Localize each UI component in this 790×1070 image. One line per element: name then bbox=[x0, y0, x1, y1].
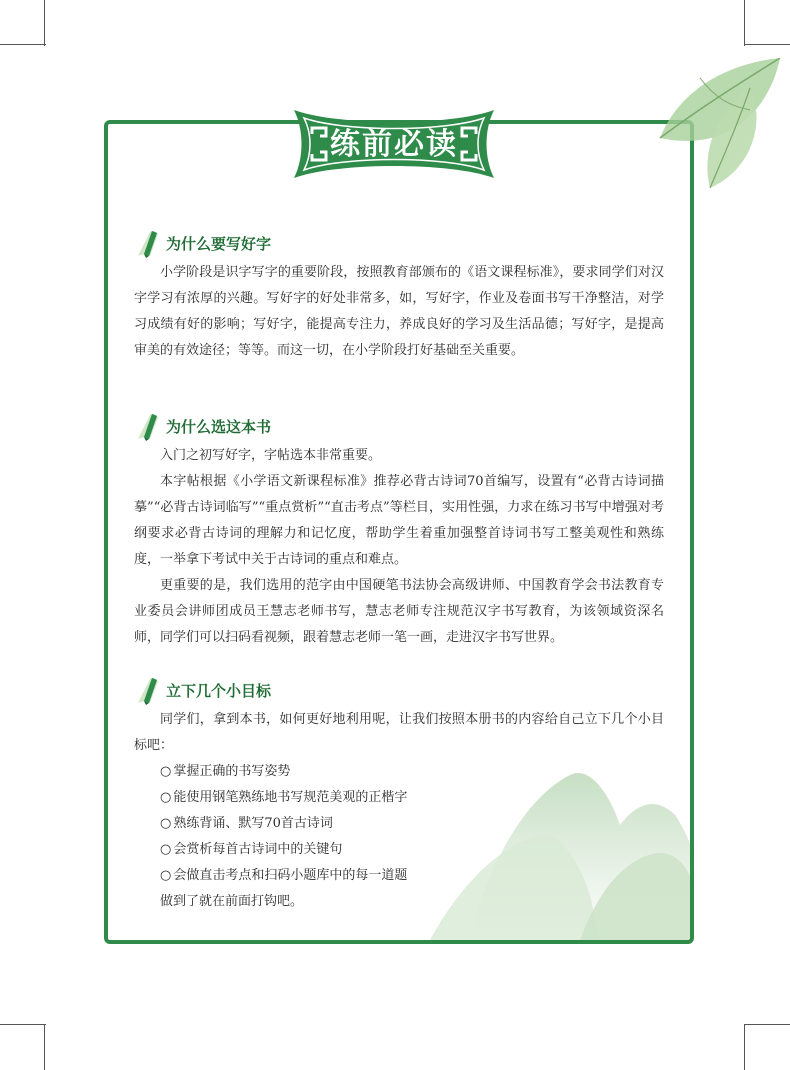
pencil-icon bbox=[136, 228, 160, 258]
section-goals bbox=[134, 675, 664, 915]
paragraph: 同学们，拿到本书，如何更好地利用呢，让我们按照本册书的内容给自己立下几个小目标吧： bbox=[134, 712, 664, 753]
goal-item[interactable] bbox=[134, 785, 664, 811]
crop-mark bbox=[44, 1024, 45, 1070]
paragraph: 入门之初写好字，字帖选本非常重要。 bbox=[160, 448, 382, 463]
checkbox-circle-icon[interactable]: ○ bbox=[160, 816, 172, 831]
goal-item[interactable] bbox=[134, 837, 664, 863]
closing-text: 做到了就在前面打钩吧。 bbox=[160, 894, 304, 909]
paragraph: 本字帖根据《小学语文新课程标准》推荐必背古诗词70首编写，设置有“必背古诗词描摹”“必背古诗词临写”“重点赏析”“直击考点”等栏目，实用性强，力求在练习书写中增强对考纲要求必背古诗词的理解力和记忆度，帮助学生着重加强整首诗词书写工整美观性和熟练度，一举拿下考试中关于古诗词的重点和难点。 bbox=[134, 474, 664, 567]
goal-text: 掌握正确的书写姿势 bbox=[173, 764, 291, 779]
goal-item[interactable] bbox=[134, 759, 664, 785]
section-heading bbox=[134, 675, 664, 707]
crop-mark bbox=[744, 1024, 745, 1070]
paragraph: 小学阶段是识字写字的重要阶段，按照教育部颁布的《语文课程标准》，要求同学们对汉字学习有浓厚的兴趣。写好字的好处非常多，如，写好字，作业及卷面书写干净整洁，对学习成绩有好的影响；写好字，能提高专注力，养成良好的学习及生活品德；写好字，是提高审美的有效途径；等等。而这一切，在小学阶段打好基础至关重要。 bbox=[134, 265, 664, 358]
page-title: 练前必读 bbox=[330, 127, 458, 162]
section-why-write-well bbox=[134, 228, 664, 364]
crop-mark bbox=[44, 0, 45, 46]
crop-mark bbox=[0, 44, 46, 45]
section-heading-text: 为什么要写好字 bbox=[166, 235, 272, 253]
section-heading-text: 立下几个小目标 bbox=[166, 682, 272, 700]
crop-mark bbox=[0, 1024, 46, 1025]
goal-item[interactable] bbox=[134, 863, 664, 889]
goal-text: 熟练背诵、默写70首古诗词 bbox=[173, 816, 333, 831]
goal-text: 会赏析每首古诗词中的关键句 bbox=[173, 842, 343, 857]
section-why-this-book bbox=[134, 411, 664, 651]
section-heading-text: 为什么选这本书 bbox=[166, 418, 272, 436]
paragraph: 更重要的是，我们选用的范字由中国硬笔书法协会高级讲师、中国教育学会书法教育专业委员会讲师团成员王慧志老师书写，慧志老师专注规范汉字书写教育，为该领域资深名师，同学们可以扫码看视频，跟着慧志老师一笔一画，走进汉字书写世界。 bbox=[134, 578, 664, 645]
pencil-icon bbox=[136, 411, 160, 441]
checkbox-circle-icon[interactable]: ○ bbox=[160, 868, 172, 883]
goal-text: 会做直击考点和扫码小题库中的每一道题 bbox=[173, 868, 408, 883]
goal-list bbox=[134, 759, 664, 889]
crop-mark bbox=[744, 1024, 790, 1025]
crop-mark bbox=[744, 44, 790, 45]
goal-item[interactable] bbox=[134, 811, 664, 837]
goal-text: 能使用钢笔熟练地书写规范美观的正楷字 bbox=[173, 790, 408, 805]
checkbox-circle-icon[interactable]: ○ bbox=[160, 790, 172, 805]
pencil-icon bbox=[136, 675, 160, 705]
leaf-illustration bbox=[640, 58, 790, 198]
checkbox-circle-icon[interactable]: ○ bbox=[160, 842, 172, 857]
section-heading bbox=[134, 228, 664, 260]
crop-mark bbox=[744, 0, 745, 46]
section-heading bbox=[134, 411, 664, 443]
checkbox-circle-icon[interactable]: ○ bbox=[160, 764, 172, 779]
